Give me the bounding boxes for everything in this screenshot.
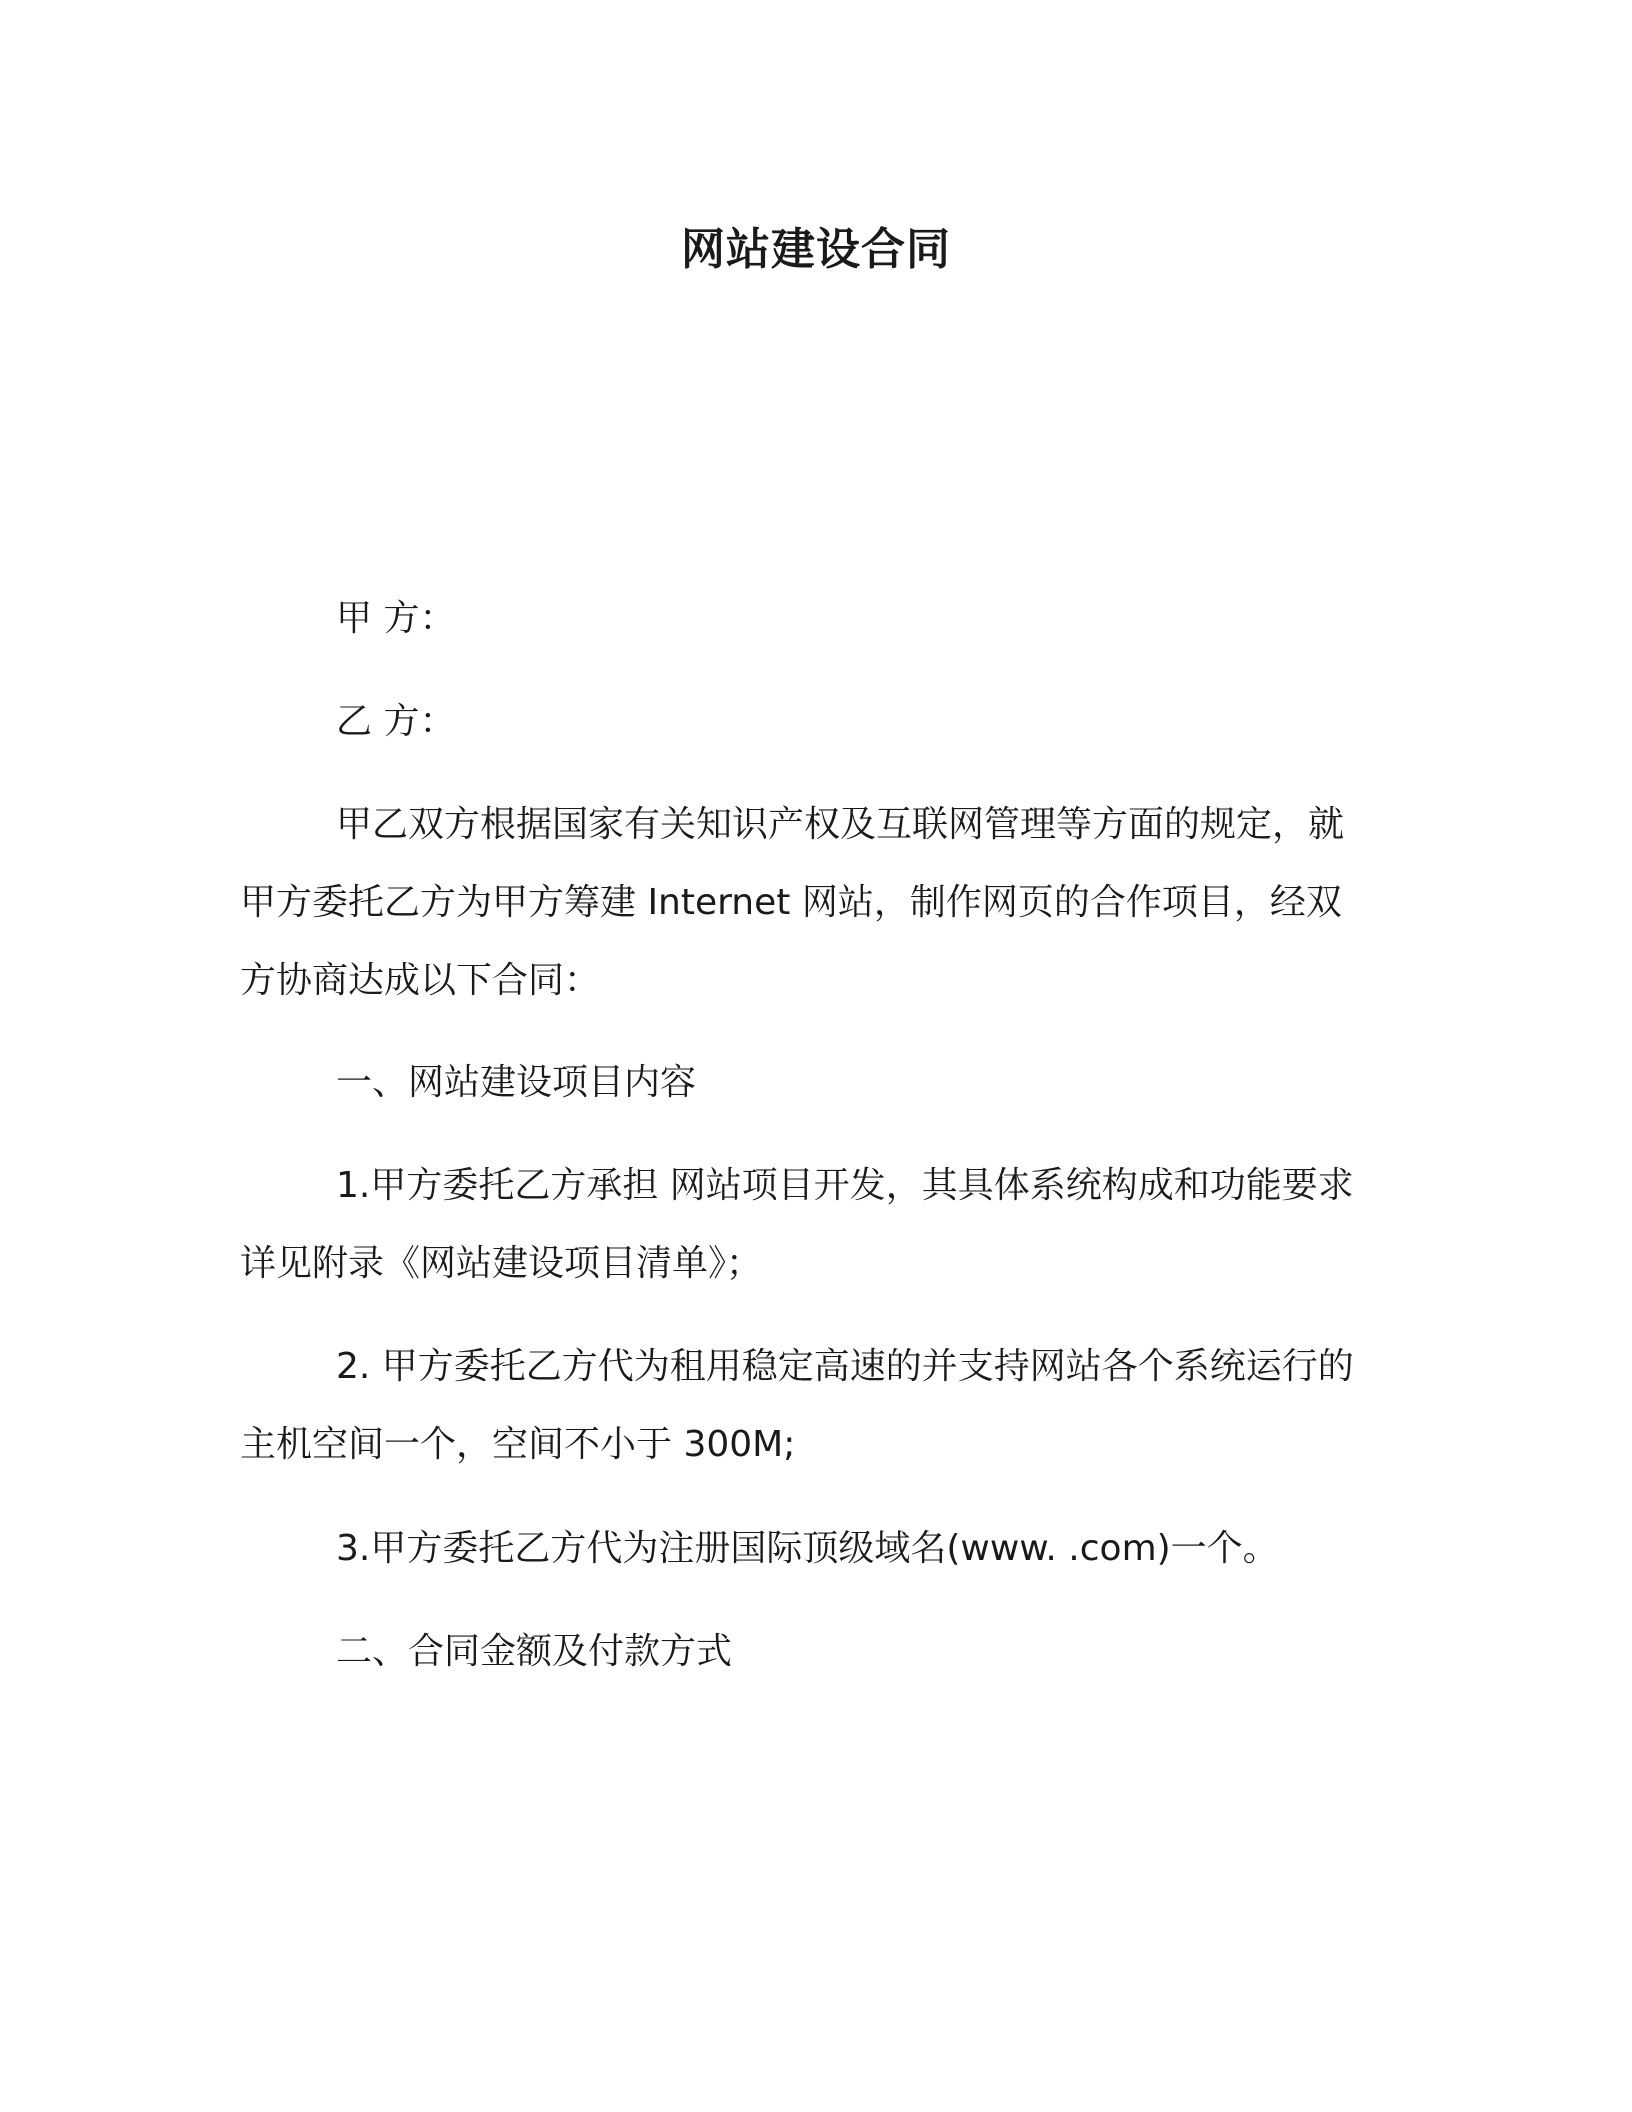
preamble-paragraph (240, 786, 1390, 1020)
clause-line: 2. 甲方委托乙方代为租用稳定高速的并支持网站各个系统运行的 (336, 1346, 1354, 1387)
preamble-line: 方协商达成以下合同： (240, 960, 601, 1001)
clause-line: 主机空间一个，空间不小于 300M; (240, 1424, 796, 1465)
preamble-line: 甲方委托乙方为甲方筹建 Internet 网站，制作网页的合作项目，经双 (240, 882, 1342, 923)
party-a-label: 甲 方： (336, 598, 456, 639)
clause-line: 详见附录《网站建设项目清单》； (240, 1243, 763, 1284)
clause-line: 3.甲方委托乙方代为注册国际顶级域名(www. .com)一个。 (336, 1528, 1279, 1569)
clause-item-3 (240, 1510, 1390, 1588)
document-title: 网站建设合同 (681, 224, 951, 275)
preamble-line: 甲乙双方根据国家有关知识产权及互联网管理等方面的规定，就 (336, 804, 1345, 845)
party-b-label: 乙 方： (336, 701, 456, 742)
section-1-heading (240, 1044, 1390, 1122)
party-a-line (240, 580, 1390, 658)
clause-item-2 (240, 1328, 1390, 1484)
section-2-heading (240, 1613, 1390, 1691)
section-heading-text: 一、网站建设项目内容 (336, 1062, 697, 1103)
clause-line: 1.甲方委托乙方承担 网站项目开发，其具体系统构成和功能要求 (336, 1165, 1354, 1206)
section-heading-text: 二、合同金额及付款方式 (336, 1631, 733, 1672)
clause-item-1 (240, 1147, 1390, 1303)
party-b-line (240, 683, 1390, 761)
